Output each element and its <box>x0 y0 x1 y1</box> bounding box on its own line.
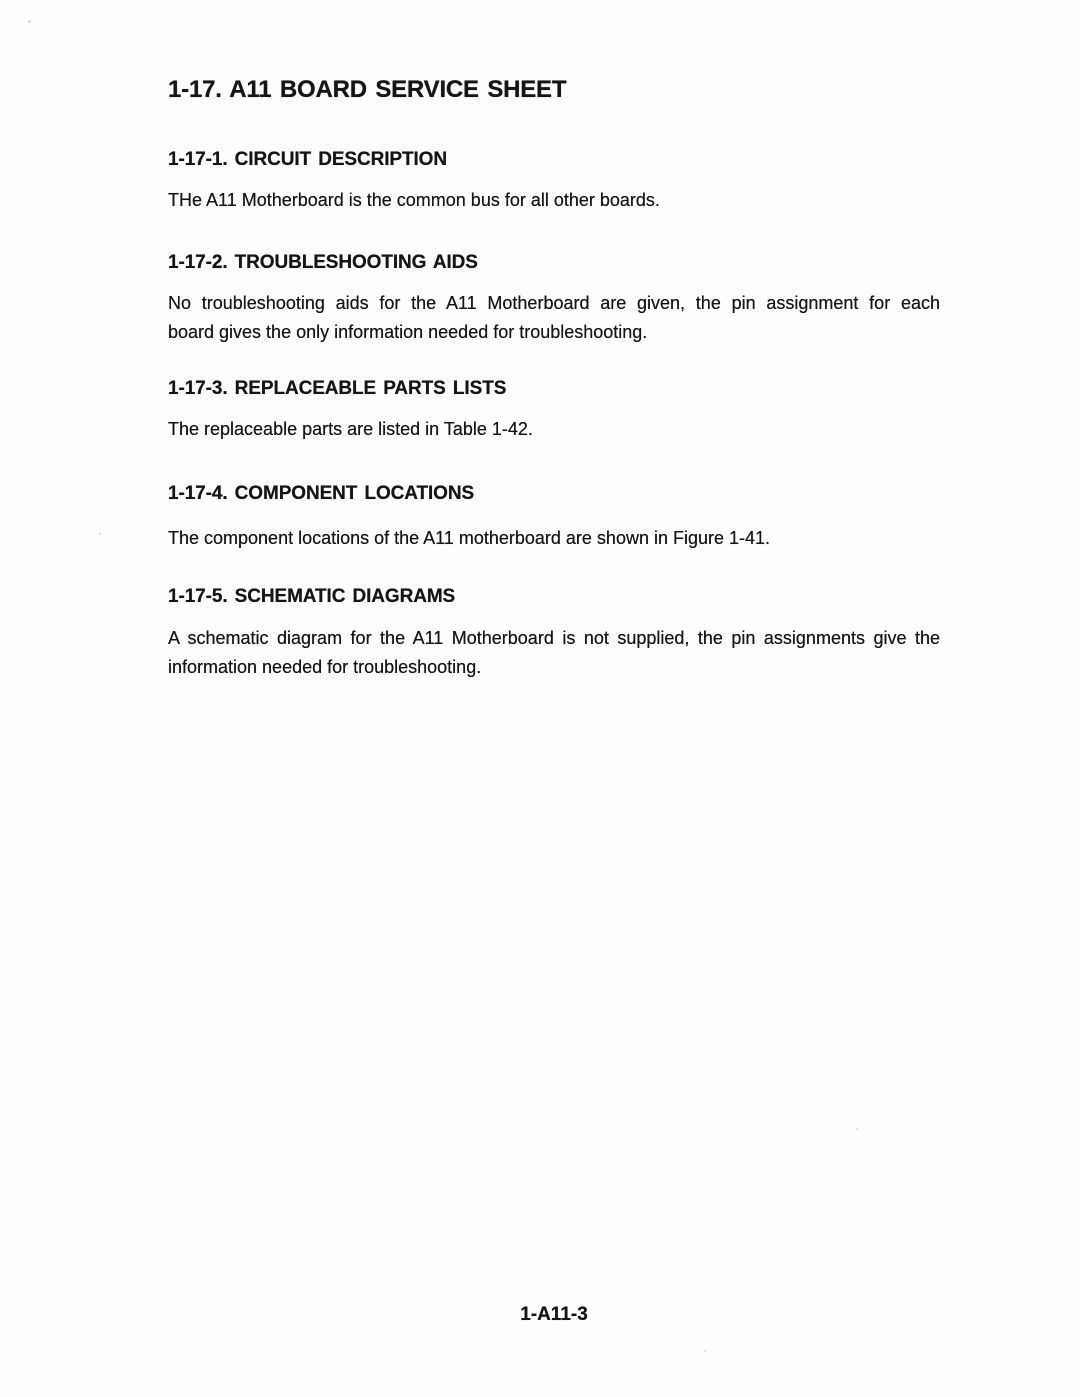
scan-artifact-dot <box>28 20 31 23</box>
paragraph-component-locations <box>168 524 940 553</box>
section-heading-component-locations: 1-17-4. COMPONENT LOCATIONS <box>168 483 475 504</box>
paragraph-line: A schematic diagram for the A11 Motherboard is not supplied, the pin assignments give the <box>168 628 940 648</box>
section-heading-replaceable-parts-lists: 1-17-3. REPLACEABLE PARTS LISTS <box>168 378 507 399</box>
document-title: 1-17. A11 BOARD SERVICE SHEET <box>168 76 567 103</box>
paragraph-troubleshooting-aids <box>168 289 940 347</box>
paragraph-line: information needed for troubleshooting. <box>168 657 482 677</box>
paragraph-line: board gives the only information needed for troubleshooting. <box>168 322 648 342</box>
section-heading-schematic-diagrams: 1-17-5. SCHEMATIC DIAGRAMS <box>168 586 456 607</box>
paragraph-line: The component locations of the A11 motherboard are shown in Figure 1-41. <box>168 528 771 548</box>
scan-artifact-dot <box>704 1350 706 1352</box>
paragraph-circuit-description <box>168 186 940 215</box>
section-heading-troubleshooting-aids: 1-17-2. TROUBLESHOOTING AIDS <box>168 252 478 273</box>
paragraph-line: THe A11 Motherboard is the common bus for all other boards. <box>168 190 660 210</box>
paragraph-line: The replaceable parts are listed in Table 1-42. <box>168 419 533 439</box>
scan-artifact-dot <box>99 533 101 535</box>
scan-artifact-dot <box>856 1128 858 1130</box>
paragraph-replaceable-parts <box>168 415 940 444</box>
paragraph-schematic-diagrams <box>168 624 940 682</box>
page-number: 1-A11-3 <box>520 1304 588 1325</box>
paragraph-line: No troubleshooting aids for the A11 Motherboard are given, the pin assignment for each <box>168 293 940 313</box>
section-heading-circuit-description: 1-17-1. CIRCUIT DESCRIPTION <box>168 149 447 170</box>
